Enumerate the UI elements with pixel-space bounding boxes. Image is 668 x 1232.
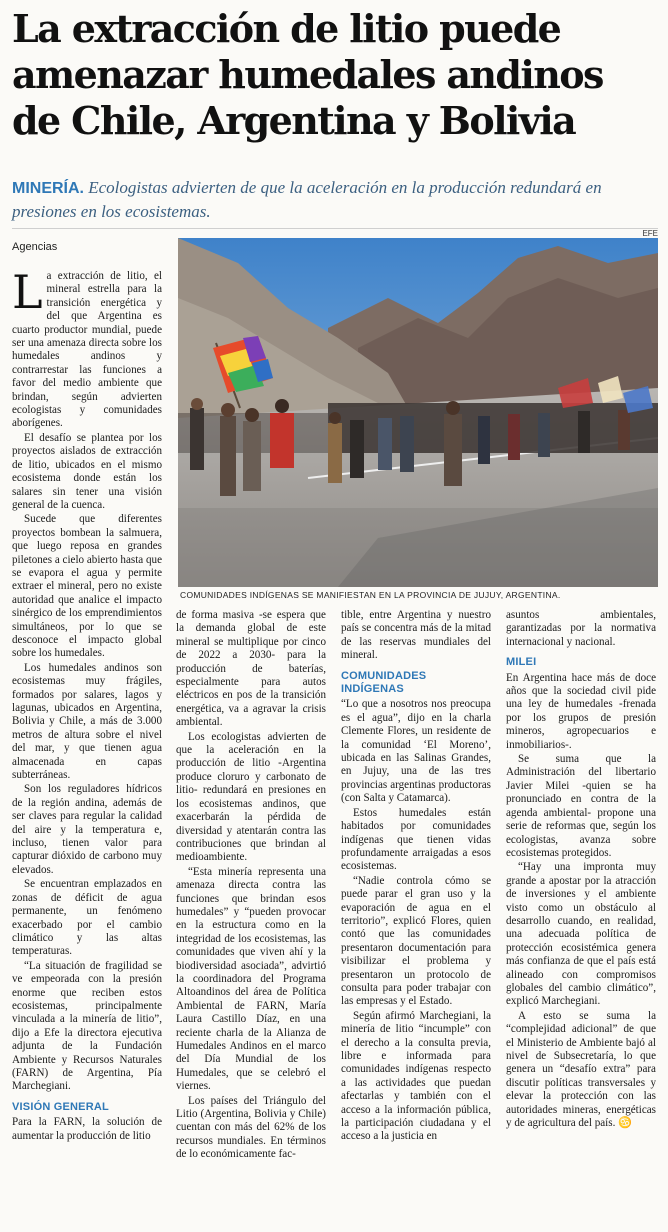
article-column-3 xyxy=(341,609,491,1226)
header-divider xyxy=(12,228,658,229)
section-heading-milei: MILEI xyxy=(506,656,537,669)
paragraph: En Argentina hace más de doce años que la sociedad civil pide una ley de humedales -frenada por los grupos de presión mineros, agropecuarios e inmobiliarios-. xyxy=(506,671,656,751)
intro-paragraph xyxy=(12,270,162,431)
paragraph: asuntos ambientales, garantizadas por la normativa internacional y nacional. xyxy=(506,609,656,648)
paragraph: Son los reguladores hídricos de la región andina, además de ser claves para regular la calidad del aire y la temperatura e, incluso, tienen valor para capturar dióxido de carbono muy elevados. xyxy=(12,783,162,876)
paragraph: El desafío se plantea por los proyectos aislados de extracción de litio, ubicados en el mismo ecosistema donde están los salares sin tener una visión general de la cuenca. xyxy=(12,431,162,511)
lede-kicker: MINERÍA. xyxy=(12,180,84,197)
paragraph: “Esta minería representa una amenaza directa contra las funciones que brindan esos humedales” y “pueden provocar en la estructura como en la integridad de los ecosistemas, las comunidades que viven ahí y la biodiversidad asociada”, advirtió la coordinadora del Programa Altoandinos del área de Política Ambiental de FARN, María Laura Castillo Díaz, en una reciente charla de la Alianza de Humedales Andinos en el marco del Día Mundial de los Humedales, que se celebró el viernes. xyxy=(176,865,326,1093)
headline-line-2: amenazar humedales andinos xyxy=(12,52,603,97)
paragraph: Los humedales andinos son ecosistemas muy frágiles, formados por salares, lagos y lagunas, ubicados en Argentina, Bolivia y Chile, a más de 3.000 metros de altura sobre el nivel del mar, y que tienen agua almacenada en capas subterráneas. xyxy=(12,661,162,782)
paragraph: Los ecologistas advierten de que la aceleración en la producción de litio -Argentina produce cloruro y carbonato de litio- redundará en presiones en los ecosistemas andinos, que exacerbarán la pérdida de diversidad y atentarán contra las contribuciones que brindan al medioambiente. xyxy=(176,730,326,864)
protest-photo-illustration xyxy=(178,238,658,587)
article-column-4 xyxy=(506,609,656,1226)
paragraph: Los países del Triángulo del Litio (Argentina, Bolivia y Chile) cuentan con más del 62% de los recursos mundiales. En términos de lo económicamente fac- xyxy=(176,1094,326,1161)
headline-line-3: de Chile, Argentina y Bolivia xyxy=(12,98,576,143)
paragraph: Se encuentran emplazados en zonas de déficit de agua permanente, un fenómeno exacerbado por el cambio climático y las altas temperaturas. xyxy=(12,878,162,958)
paragraph: de forma masiva -se espera que la demanda global de este mineral se multiplique por cinco de 2022 a 2030- para la producción de baterías, especialmente para autos eléctricos en pos de la transición energética, va a agravar la crisis ambiental. xyxy=(176,609,326,729)
article-column-1 xyxy=(12,270,162,1226)
byline: Agencias xyxy=(12,241,58,253)
lede-text: Ecologistas advierten de que la aceleración en la producción redundará en presiones en los ecosistemas. xyxy=(12,178,602,221)
paragraph: “Nadie controla cómo se puede parar el gran uso y la evaporación de agua en el territorio”, explicó Flores, quien contó que las comunidades presentaron documentación para visibilizar el problema y presentaron un protocolo de consulta para poder trabajar con las empresas y el Estado. xyxy=(341,874,491,1008)
intro-text: a extracción de litio, el mineral estrella para la transición energética y del que Argentina es cuarto productor mundial, puede ser una amenaza directa sobre los humedales andinos y contrarrestar las funciones a favor del medio ambiente que brindan, según advierten ecologistas y comunidades aborígenes. xyxy=(12,270,162,430)
paragraph: Para la FARN, la solución de aumentar la producción de litio xyxy=(12,1116,162,1142)
paragraph xyxy=(506,1010,656,1131)
headline-line-1: La extracción de litio puede xyxy=(12,6,561,51)
photo-caption: COMUNIDADES INDÍGENAS SE MANIFIESTAN EN LA PROVINCIA DE JUJUY, ARGENTINA. xyxy=(180,590,561,600)
paragraph: Sucede que diferentes proyectos bombean la salmuera, que luego reposa en grandes piletones a cielo abierto hasta que se evapora el agua y permite extraer el mineral, pero no existe autoridad que analice el impacto sinérgico de los emprendimientos simultáneos, por lo que se desconoce el impacto global sobre los humedales. xyxy=(12,513,162,660)
headline xyxy=(12,6,662,144)
paragraph: Estos humedales están habitados por comunidades indígenas que tienen vidas profundamente arraigadas a esos ecosistemas. xyxy=(341,806,491,873)
section-heading-comunidades: COMUNIDADES INDÍGENAS xyxy=(341,669,427,696)
end-mark-icon: ♋ xyxy=(618,1117,632,1130)
paragraph: “La situación de fragilidad se ve empeorada con la presión enorme que reciben estos ecosistemas, principalmente vinculada a la minería de litio”, dijo a Efe la directora ejecutiva adjunta de la Fundación Ambiente y Recursos Naturales (FARN) de Argentina, Pía Marchegiani. xyxy=(12,959,162,1093)
article-column-2 xyxy=(176,609,326,1226)
protest-photo xyxy=(178,238,658,587)
paragraph: Se suma que la Administración del libertario Javier Milei -quien se ha pronunciado en contra de la agenda ambiental- propone una serie de reformas que, según los ecologistas, avanza sobre ecosistemas protegidos. xyxy=(506,753,656,859)
dropcap: L xyxy=(12,270,43,319)
final-paragraph-text: A esto se suma la “complejidad adicional” de que el Ministerio de Ambiente bajó al nivel de Subsecretaría, lo que genera un “desafío extra” para discutir políticas transversales y elevar la protección con las autoridades mineras, energéticas y de agricultura del país. xyxy=(506,1009,656,1130)
lede xyxy=(12,176,660,223)
photo-credit: EFE xyxy=(642,229,658,238)
paragraph: Según afirmó Marchegiani, la minería de litio “incumple” con el derecho a la consulta previa, libre e informada para comunidades indígenas respecto a las actividades que puedan afectarlas y también con el acceso a la información pública, la participación ciudadana y el acceso a la justicia en xyxy=(341,1009,491,1143)
paragraph: “Lo que a nosotros nos preocupa es el agua”, dijo en la charla Clemente Flores, un residente de la comunidad ‘El Moreno’, ubicada en las Salinas Grandes, en Jujuy, una de las tres provincias argentinas productoras (con Salta y Catamarca). xyxy=(341,698,491,805)
paragraph: tible, entre Argentina y nuestro país se concentra más de la mitad de las reservas mundiales del mineral. xyxy=(341,609,491,662)
section-heading-vision: VISIÓN GENERAL xyxy=(12,1100,109,1113)
paragraph: “Hay una impronta muy grande a apostar por la atracción de inversiones y el ambiente visto como un obstáculo al desarrollo cuando, en realidad, una adecuada política de protección ecosistémica genera más confianza de que el país está alineado con compromisos globales del cambio climático”, explicó Marchegiani. xyxy=(506,861,656,1008)
